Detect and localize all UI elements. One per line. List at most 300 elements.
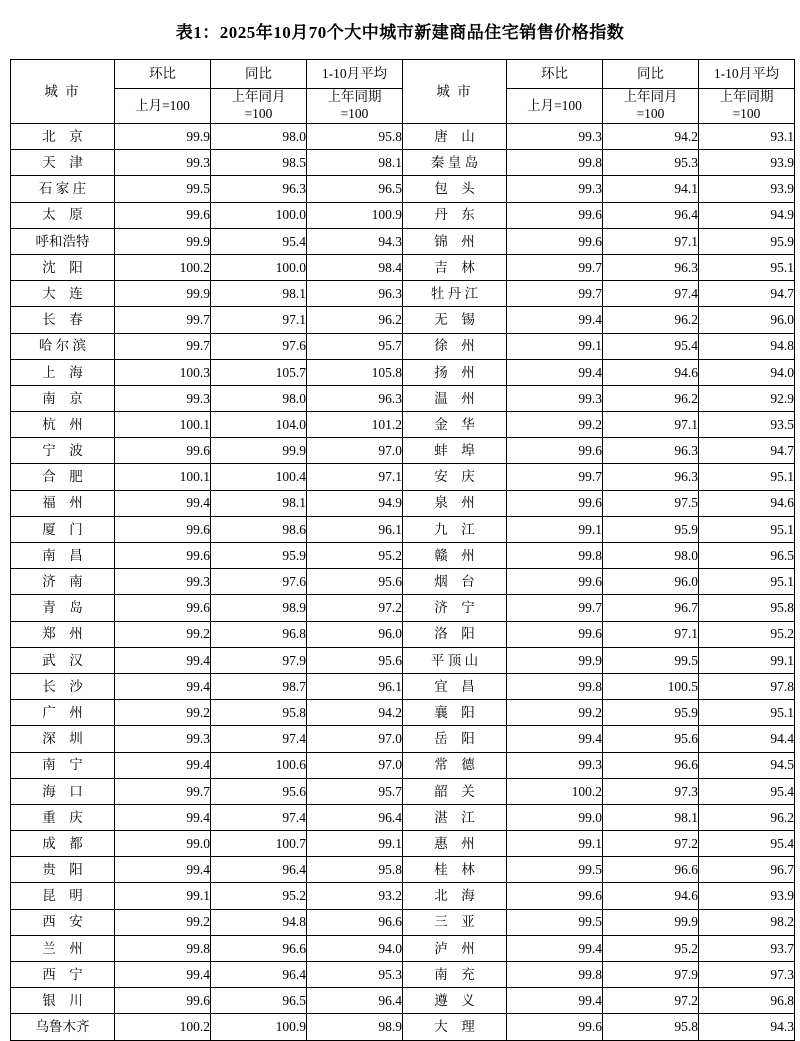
- value-yoy: 97.1: [603, 412, 699, 438]
- value-yoy: 97.2: [603, 988, 699, 1014]
- value-yoy: 97.9: [211, 647, 307, 673]
- value-mom: 100.2: [115, 1014, 211, 1040]
- value-yoy: 96.3: [211, 176, 307, 202]
- value-avg: 96.3: [307, 281, 403, 307]
- value-yoy: 98.7: [211, 673, 307, 699]
- value-mom: 99.2: [115, 700, 211, 726]
- value-avg: 101.2: [307, 412, 403, 438]
- value-mom: 99.4: [115, 752, 211, 778]
- value-avg: 95.2: [699, 621, 795, 647]
- value-mom: 99.9: [115, 281, 211, 307]
- value-avg: 96.2: [699, 804, 795, 830]
- value-avg: 93.9: [699, 150, 795, 176]
- value-avg: 97.0: [307, 752, 403, 778]
- city-name: 包 头: [403, 176, 507, 202]
- city-name: 安 庆: [403, 464, 507, 490]
- value-avg: 96.8: [699, 988, 795, 1014]
- value-avg: 94.4: [699, 726, 795, 752]
- header-row-groups: [11, 60, 795, 89]
- value-mom: 99.7: [507, 281, 603, 307]
- city-name: 上 海: [11, 359, 115, 385]
- value-mom: 99.3: [507, 176, 603, 202]
- city-name: 哈 尔 滨: [11, 333, 115, 359]
- value-avg: 96.0: [699, 307, 795, 333]
- city-name: 韶 关: [403, 778, 507, 804]
- value-avg: 96.2: [307, 307, 403, 333]
- value-mom: 99.7: [115, 778, 211, 804]
- value-mom: 99.5: [507, 857, 603, 883]
- value-mom: 99.4: [115, 673, 211, 699]
- value-avg: 96.5: [699, 543, 795, 569]
- value-avg: 96.7: [699, 857, 795, 883]
- value-yoy: 100.5: [603, 673, 699, 699]
- price-index-table: [10, 59, 795, 1041]
- value-avg: 93.5: [699, 412, 795, 438]
- value-avg: 94.5: [699, 752, 795, 778]
- value-mom: 99.6: [507, 1014, 603, 1040]
- value-yoy: 97.9: [603, 962, 699, 988]
- value-mom: 99.4: [115, 490, 211, 516]
- table-row: [11, 909, 795, 935]
- value-avg: 95.1: [699, 516, 795, 542]
- value-yoy: 97.1: [211, 307, 307, 333]
- city-name: 石 家 庄: [11, 176, 115, 202]
- city-name: 北 京: [11, 124, 115, 150]
- value-mom: 99.2: [115, 621, 211, 647]
- value-avg: 96.4: [307, 988, 403, 1014]
- value-yoy: 94.8: [211, 909, 307, 935]
- value-mom: 99.8: [507, 962, 603, 988]
- value-avg: 105.8: [307, 359, 403, 385]
- table-body: [11, 124, 795, 1041]
- value-yoy: 95.8: [603, 1014, 699, 1040]
- city-name: 呼和浩特: [11, 228, 115, 254]
- value-avg: 97.0: [307, 438, 403, 464]
- table-row: [11, 700, 795, 726]
- value-mom: 99.4: [507, 988, 603, 1014]
- value-yoy: 96.0: [603, 569, 699, 595]
- column-subheader-mom-left: 上月=100: [115, 89, 211, 124]
- value-yoy: 97.6: [211, 333, 307, 359]
- value-avg: 94.6: [699, 490, 795, 516]
- table-row: [11, 647, 795, 673]
- table-row: [11, 307, 795, 333]
- value-avg: 96.5: [307, 176, 403, 202]
- value-mom: 99.4: [115, 647, 211, 673]
- table-row: [11, 752, 795, 778]
- value-mom: 99.3: [507, 752, 603, 778]
- table-row: [11, 359, 795, 385]
- city-name: 北 海: [403, 883, 507, 909]
- city-name: 惠 州: [403, 831, 507, 857]
- value-yoy: 94.2: [603, 124, 699, 150]
- value-avg: 94.3: [699, 1014, 795, 1040]
- city-name: 湛 江: [403, 804, 507, 830]
- value-avg: 95.8: [307, 857, 403, 883]
- value-avg: 96.3: [307, 385, 403, 411]
- value-mom: 99.6: [507, 438, 603, 464]
- value-mom: 100.2: [115, 254, 211, 280]
- value-yoy: 96.3: [603, 254, 699, 280]
- value-yoy: 95.3: [603, 150, 699, 176]
- value-avg: 96.0: [307, 621, 403, 647]
- value-mom: 100.1: [115, 412, 211, 438]
- value-yoy: 96.8: [211, 621, 307, 647]
- table-row: [11, 778, 795, 804]
- value-mom: 99.1: [115, 883, 211, 909]
- value-yoy: 96.4: [603, 202, 699, 228]
- value-mom: 100.1: [115, 464, 211, 490]
- city-name: 洛 阳: [403, 621, 507, 647]
- city-name: 桂 林: [403, 857, 507, 883]
- city-name: 三 亚: [403, 909, 507, 935]
- value-mom: 99.6: [507, 569, 603, 595]
- value-avg: 94.7: [699, 281, 795, 307]
- value-yoy: 100.0: [211, 254, 307, 280]
- value-mom: 99.0: [115, 831, 211, 857]
- value-mom: 99.6: [115, 543, 211, 569]
- value-mom: 99.5: [115, 176, 211, 202]
- city-name: 泉 州: [403, 490, 507, 516]
- city-name: 银 川: [11, 988, 115, 1014]
- value-mom: 99.7: [115, 333, 211, 359]
- value-yoy: 96.3: [603, 438, 699, 464]
- city-name: 沈 阳: [11, 254, 115, 280]
- value-mom: 99.2: [507, 700, 603, 726]
- table-row: [11, 333, 795, 359]
- value-yoy: 95.4: [211, 228, 307, 254]
- city-name: 太 原: [11, 202, 115, 228]
- city-name: 岳 阳: [403, 726, 507, 752]
- value-mom: 99.1: [507, 333, 603, 359]
- city-name: 大 理: [403, 1014, 507, 1040]
- value-mom: 99.4: [115, 804, 211, 830]
- column-header-mom-left: 环比: [115, 60, 211, 89]
- value-avg: 96.1: [307, 673, 403, 699]
- value-yoy: 105.7: [211, 359, 307, 385]
- page-title: 表1：2025年10月70个大中城市新建商品住宅销售价格指数: [175, 23, 625, 42]
- value-mom: 99.3: [115, 385, 211, 411]
- value-mom: 99.4: [507, 307, 603, 333]
- value-mom: 99.8: [507, 150, 603, 176]
- value-mom: 99.7: [507, 464, 603, 490]
- value-yoy: 100.0: [211, 202, 307, 228]
- city-name: 福 州: [11, 490, 115, 516]
- value-mom: 99.9: [115, 228, 211, 254]
- city-name: 锦 州: [403, 228, 507, 254]
- city-name: 无 锡: [403, 307, 507, 333]
- value-yoy: 96.4: [211, 962, 307, 988]
- table-row: [11, 621, 795, 647]
- table-row: [11, 516, 795, 542]
- value-avg: 95.6: [307, 569, 403, 595]
- value-avg: 97.0: [307, 726, 403, 752]
- value-yoy: 100.7: [211, 831, 307, 857]
- value-yoy: 96.3: [603, 464, 699, 490]
- value-avg: 97.2: [307, 595, 403, 621]
- table-row: [11, 883, 795, 909]
- city-name: 兰 州: [11, 935, 115, 961]
- value-avg: 95.1: [699, 254, 795, 280]
- value-mom: 99.3: [115, 726, 211, 752]
- value-mom: 100.3: [115, 359, 211, 385]
- city-name: 武 汉: [11, 647, 115, 673]
- value-yoy: 94.1: [603, 176, 699, 202]
- value-mom: 99.6: [115, 595, 211, 621]
- value-avg: 94.3: [307, 228, 403, 254]
- table-row: [11, 228, 795, 254]
- value-mom: 99.4: [507, 935, 603, 961]
- value-yoy: 96.2: [603, 307, 699, 333]
- city-name: 长 春: [11, 307, 115, 333]
- value-avg: 95.1: [699, 569, 795, 595]
- value-avg: 94.0: [699, 359, 795, 385]
- city-name: 大 连: [11, 281, 115, 307]
- value-yoy: 98.0: [211, 124, 307, 150]
- value-yoy: 97.3: [603, 778, 699, 804]
- value-mom: 99.3: [507, 124, 603, 150]
- column-header-mom-right: 环比: [507, 60, 603, 89]
- value-yoy: 97.5: [603, 490, 699, 516]
- value-mom: 99.1: [507, 516, 603, 542]
- column-subheader-mom-right: 上月=100: [507, 89, 603, 124]
- value-avg: 97.3: [699, 962, 795, 988]
- value-avg: 94.7: [699, 438, 795, 464]
- column-subheader-yoy-right: 上年同月 =100: [603, 89, 699, 124]
- value-yoy: 95.4: [603, 333, 699, 359]
- value-mom: 99.4: [507, 359, 603, 385]
- value-avg: 95.9: [699, 228, 795, 254]
- value-avg: 96.6: [307, 909, 403, 935]
- value-avg: 98.1: [307, 150, 403, 176]
- city-name: 丹 东: [403, 202, 507, 228]
- value-avg: 95.1: [699, 464, 795, 490]
- table-row: [11, 176, 795, 202]
- value-mom: 99.3: [115, 569, 211, 595]
- value-yoy: 94.6: [603, 359, 699, 385]
- value-yoy: 98.9: [211, 595, 307, 621]
- value-yoy: 97.1: [603, 228, 699, 254]
- value-avg: 95.8: [699, 595, 795, 621]
- city-name: 扬 州: [403, 359, 507, 385]
- value-avg: 95.8: [307, 124, 403, 150]
- table-row: [11, 281, 795, 307]
- value-mom: 99.6: [507, 883, 603, 909]
- value-yoy: 95.6: [211, 778, 307, 804]
- city-name: 天 津: [11, 150, 115, 176]
- city-name: 常 德: [403, 752, 507, 778]
- city-name: 海 口: [11, 778, 115, 804]
- city-name: 秦 皇 岛: [403, 150, 507, 176]
- value-avg: 95.4: [699, 831, 795, 857]
- value-avg: 95.6: [307, 647, 403, 673]
- value-yoy: 98.1: [211, 490, 307, 516]
- city-name: 平 顶 山: [403, 647, 507, 673]
- table-row: [11, 726, 795, 752]
- value-mom: 99.3: [115, 150, 211, 176]
- table-row: [11, 124, 795, 150]
- value-yoy: 98.1: [603, 804, 699, 830]
- value-mom: 100.2: [507, 778, 603, 804]
- table-row: [11, 857, 795, 883]
- city-name: 赣 州: [403, 543, 507, 569]
- city-name: 合 肥: [11, 464, 115, 490]
- value-yoy: 96.6: [603, 857, 699, 883]
- column-header-yoy-left: 同比: [211, 60, 307, 89]
- value-avg: 95.1: [699, 700, 795, 726]
- city-name: 牡 丹 江: [403, 281, 507, 307]
- value-avg: 99.1: [307, 831, 403, 857]
- table-row: [11, 804, 795, 830]
- column-header-city-right: 城 市: [403, 60, 507, 124]
- city-name: 重 庆: [11, 804, 115, 830]
- table-row: [11, 831, 795, 857]
- value-mom: 99.8: [507, 543, 603, 569]
- value-avg: 94.0: [307, 935, 403, 961]
- table-row: [11, 595, 795, 621]
- value-yoy: 94.6: [603, 883, 699, 909]
- value-avg: 95.7: [307, 333, 403, 359]
- city-name: 南 京: [11, 385, 115, 411]
- value-yoy: 97.4: [211, 726, 307, 752]
- table-row: [11, 988, 795, 1014]
- value-avg: 98.4: [307, 254, 403, 280]
- city-name: 广 州: [11, 700, 115, 726]
- city-name: 厦 门: [11, 516, 115, 542]
- city-name: 乌鲁木齐: [11, 1014, 115, 1040]
- city-name: 青 岛: [11, 595, 115, 621]
- city-name: 南 昌: [11, 543, 115, 569]
- value-avg: 95.3: [307, 962, 403, 988]
- table-row: [11, 935, 795, 961]
- city-name: 遵 义: [403, 988, 507, 1014]
- city-name: 贵 阳: [11, 857, 115, 883]
- value-yoy: 100.4: [211, 464, 307, 490]
- value-avg: 100.9: [307, 202, 403, 228]
- value-yoy: 98.6: [211, 516, 307, 542]
- value-avg: 93.9: [699, 176, 795, 202]
- table-row: [11, 464, 795, 490]
- city-name: 吉 林: [403, 254, 507, 280]
- value-mom: 99.7: [115, 307, 211, 333]
- value-avg: 93.7: [699, 935, 795, 961]
- value-mom: 99.6: [115, 438, 211, 464]
- value-yoy: 95.9: [603, 516, 699, 542]
- value-yoy: 95.2: [603, 935, 699, 961]
- value-mom: 99.4: [115, 857, 211, 883]
- value-mom: 99.9: [507, 647, 603, 673]
- column-subheader-yoy-left: 上年同月 =100: [211, 89, 307, 124]
- value-avg: 97.8: [699, 673, 795, 699]
- table-row: [11, 543, 795, 569]
- column-header-avg-left: 1-10月平均: [307, 60, 403, 89]
- column-subheader-avg-right: 上年同期 =100: [699, 89, 795, 124]
- value-mom: 99.6: [507, 621, 603, 647]
- value-yoy: 95.9: [603, 700, 699, 726]
- city-name: 唐 山: [403, 124, 507, 150]
- value-avg: 93.1: [699, 124, 795, 150]
- city-name: 温 州: [403, 385, 507, 411]
- value-avg: 94.9: [307, 490, 403, 516]
- column-header-avg-right: 1-10月平均: [699, 60, 795, 89]
- city-name: 济 南: [11, 569, 115, 595]
- city-name: 烟 台: [403, 569, 507, 595]
- value-mom: 99.6: [507, 228, 603, 254]
- value-yoy: 96.6: [603, 752, 699, 778]
- value-mom: 99.4: [115, 962, 211, 988]
- city-name: 深 圳: [11, 726, 115, 752]
- value-avg: 98.9: [307, 1014, 403, 1040]
- value-yoy: 98.0: [603, 543, 699, 569]
- value-yoy: 96.5: [211, 988, 307, 1014]
- table-row: [11, 412, 795, 438]
- value-mom: 99.6: [507, 202, 603, 228]
- city-name: 宜 昌: [403, 673, 507, 699]
- city-name: 襄 阳: [403, 700, 507, 726]
- value-avg: 95.2: [307, 543, 403, 569]
- city-name: 西 安: [11, 909, 115, 935]
- value-mom: 99.6: [507, 490, 603, 516]
- value-avg: 93.9: [699, 883, 795, 909]
- value-mom: 99.7: [507, 254, 603, 280]
- city-name: 蚌 埠: [403, 438, 507, 464]
- value-yoy: 96.6: [211, 935, 307, 961]
- city-name: 宁 波: [11, 438, 115, 464]
- city-name: 泸 州: [403, 935, 507, 961]
- table-row: [11, 962, 795, 988]
- value-yoy: 97.6: [211, 569, 307, 595]
- value-avg: 95.4: [699, 778, 795, 804]
- value-mom: 99.8: [507, 673, 603, 699]
- table-row: [11, 1014, 795, 1040]
- value-yoy: 100.6: [211, 752, 307, 778]
- value-avg: 92.9: [699, 385, 795, 411]
- value-yoy: 95.9: [211, 543, 307, 569]
- table-row: [11, 254, 795, 280]
- value-yoy: 99.9: [603, 909, 699, 935]
- value-yoy: 99.5: [603, 647, 699, 673]
- value-yoy: 97.4: [211, 804, 307, 830]
- value-avg: 93.2: [307, 883, 403, 909]
- table-row: [11, 673, 795, 699]
- value-yoy: 97.1: [603, 621, 699, 647]
- city-name: 九 江: [403, 516, 507, 542]
- value-avg: 94.8: [699, 333, 795, 359]
- value-yoy: 97.4: [603, 281, 699, 307]
- value-mom: 99.5: [507, 909, 603, 935]
- city-name: 成 都: [11, 831, 115, 857]
- value-avg: 94.9: [699, 202, 795, 228]
- city-name: 西 宁: [11, 962, 115, 988]
- city-name: 南 宁: [11, 752, 115, 778]
- value-mom: 99.8: [115, 935, 211, 961]
- table-row: [11, 490, 795, 516]
- city-name: 南 充: [403, 962, 507, 988]
- value-mom: 99.6: [115, 988, 211, 1014]
- value-avg: 95.7: [307, 778, 403, 804]
- column-header-city-left: 城 市: [11, 60, 115, 124]
- city-name: 长 沙: [11, 673, 115, 699]
- value-yoy: 95.8: [211, 700, 307, 726]
- table-row: [11, 569, 795, 595]
- value-avg: 99.1: [699, 647, 795, 673]
- value-avg: 94.2: [307, 700, 403, 726]
- city-name: 昆 明: [11, 883, 115, 909]
- value-mom: 99.2: [115, 909, 211, 935]
- value-mom: 99.4: [507, 726, 603, 752]
- value-yoy: 96.7: [603, 595, 699, 621]
- table-row: [11, 202, 795, 228]
